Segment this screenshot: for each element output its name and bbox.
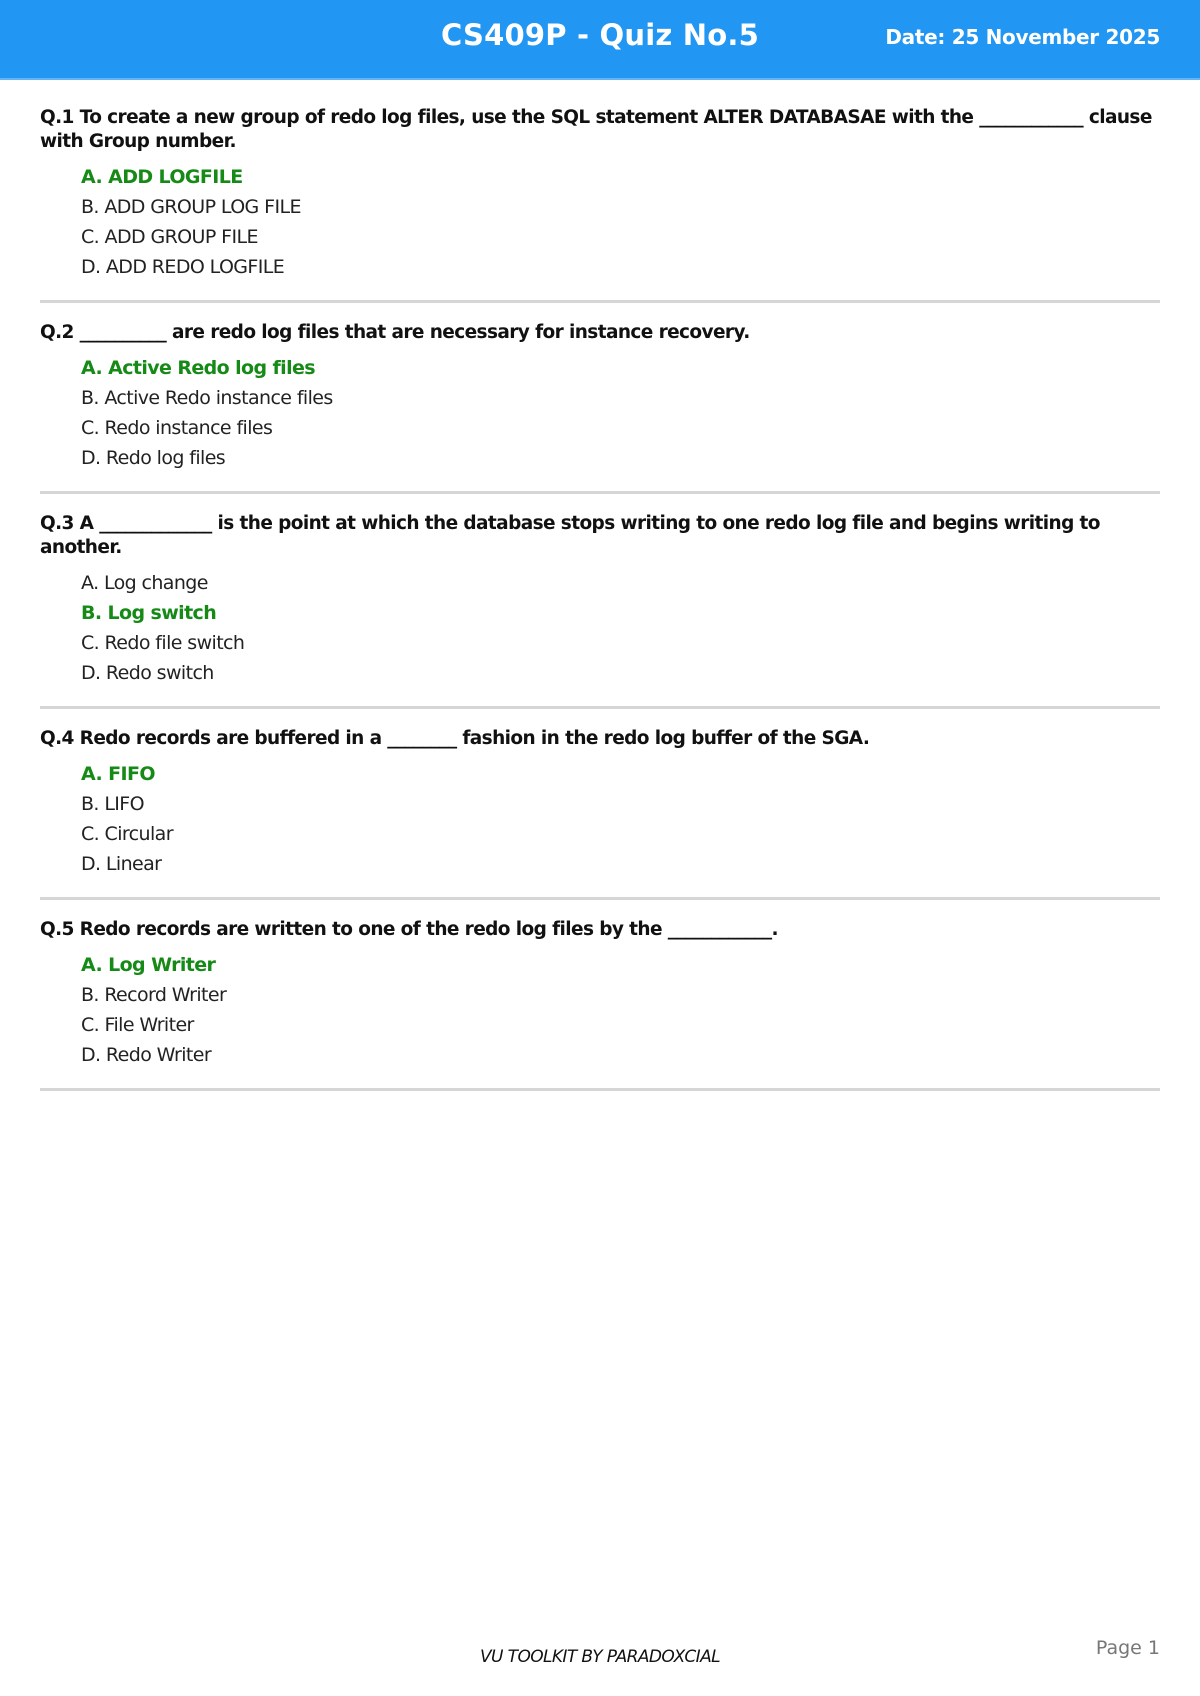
option-b: B. LIFO (81, 793, 144, 815)
quiz-date: Date: 25 November 2025 (885, 25, 1160, 49)
option-c: C. Redo instance files (81, 417, 273, 439)
option-d: D. Linear (81, 853, 162, 875)
option-b: B. Active Redo instance files (81, 387, 333, 409)
option-a: A. Log change (81, 572, 208, 594)
option-c: C. Circular (81, 823, 173, 845)
option-c: C. ADD GROUP FILE (81, 226, 258, 248)
question-3 (40, 512, 1160, 709)
option-d: D. Redo switch (81, 662, 214, 684)
option-a-correct: A. ADD LOGFILE (81, 166, 243, 188)
page-header (0, 0, 1200, 80)
question-5 (40, 918, 1160, 1091)
option-d: D. Redo log files (81, 447, 226, 469)
quiz-title-text: CS409P - Quiz No.5 (441, 18, 759, 52)
option-c: C. File Writer (81, 1014, 194, 1036)
option-b: B. Record Writer (81, 984, 227, 1006)
options-list (40, 950, 1160, 1070)
option-c: C. Redo file switch (81, 632, 245, 654)
question-text: Q.1 To create a new group of redo log files, use the SQL statement ALTER DATABASAE with the ____________ clause with Group number. (40, 107, 1152, 152)
question-text: Q.2 __________ are redo log files that are necessary for instance recovery. (40, 322, 750, 343)
options-list (40, 162, 1160, 282)
question-text: Q.4 Redo records are buffered in a ________ fashion in the redo log buffer of the SGA. (40, 728, 870, 749)
quiz-content (40, 106, 1160, 1109)
options-list (40, 759, 1160, 879)
option-b-correct: B. Log switch (81, 602, 217, 624)
option-d: D. ADD REDO LOGFILE (81, 256, 285, 278)
option-b: B. ADD GROUP LOG FILE (81, 196, 301, 218)
question-text: Q.3 A _____________ is the point at which the database stops writing to one redo log file and begins writing to another. (40, 513, 1100, 558)
option-a-correct: A. FIFO (81, 763, 155, 785)
option-a-correct: A. Log Writer (81, 954, 216, 976)
page-number: Page 1 (1095, 1637, 1160, 1659)
options-list (40, 353, 1160, 473)
option-d: D. Redo Writer (81, 1044, 212, 1066)
question-2 (40, 321, 1160, 494)
footer-brand: VU TOOLKIT BY PARADOXCIAL (479, 1647, 721, 1667)
options-list (40, 568, 1160, 688)
option-a-correct: A. Active Redo log files (81, 357, 315, 379)
question-1 (40, 106, 1160, 303)
question-4 (40, 727, 1160, 900)
question-text: Q.5 Redo records are written to one of the redo log files by the ____________. (40, 919, 778, 940)
